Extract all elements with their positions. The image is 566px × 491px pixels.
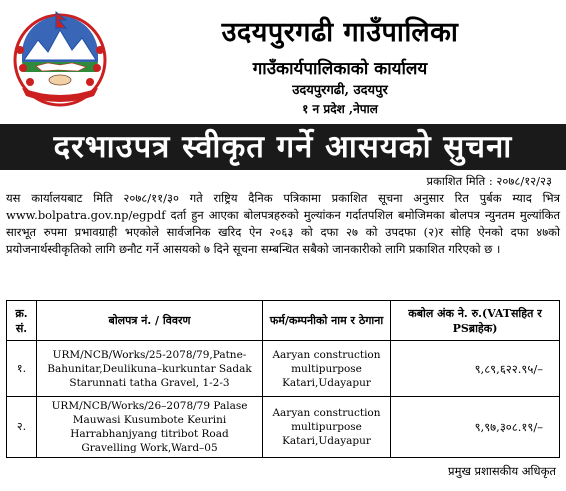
notice-title: दरभाउपत्र स्वीकृत गर्ने आसयको सुचना — [0, 124, 566, 170]
header-description: बोलपत्र नं. / विवरण — [37, 301, 263, 341]
bid-table — [6, 300, 560, 458]
header-amount: कबोल अंक ने. रु.(VATसहित र PSब्राहेक) — [391, 301, 560, 341]
row-sn: १. — [7, 341, 37, 397]
office-subtitle: गाउँकार्यपालिकाको कार्यालय — [252, 59, 428, 79]
row-firm: Aaryan construction multipurpose Katari,Udayapur — [263, 397, 391, 458]
table-row — [7, 397, 560, 458]
notice-body: यस कार्यालयबाट मिति २०७८/११/३० गते राष्ट्रिय दैनिक पत्रिकामा प्रकाशित सूचना अनुसार रित पुर्बक म्याद भित्र www.bolpatra.gov.np/egpdf दर्ता हुन आएका बोलपत्रहरुको मुल्यांकन गर्दातपशिल बमोजिमका बोलपत्र न्युनतम मुल्यांकित सारभूत रुपमा प्रभावग्राही भएकोले सार्वजनिक खरिद ऐन २०६३ को दफा २७ को उपदफा (२)र सोहि ऐनको दफा ४७को प्रयोजनार्थस्वीकृतिको लागि छनौट गर्ने आसयको ७ दिने सूचना सम्बन्धित सबैको जानकारीको लागि प्रकाशित गरिएको छ । — [6, 191, 560, 256]
row-amount: ९,९७,३०८.१९/– — [391, 397, 560, 458]
published-date: प्रकाशित मिति : २०७८/१२/२३ — [426, 174, 552, 188]
office-name: उदयपुरगढी गाउँपालिका — [221, 17, 459, 48]
notice-header — [0, 0, 566, 122]
table-header-row — [7, 301, 560, 341]
row-firm: Aaryan construction multipurpose Katari,Udayapur — [263, 341, 391, 397]
office-address: उदयपुरगढी, उदयपुर — [292, 83, 388, 98]
header-firm: फर्म/कम्पनीको नाम र ठेगाना — [263, 301, 391, 341]
nepal-emblem-icon — [8, 10, 112, 108]
table-row — [7, 341, 560, 397]
row-amount: ९,८९,६२२.९५/– — [391, 341, 560, 397]
office-province: १ न प्रदेश ,नेपाल — [302, 102, 378, 116]
header-sn: क्र. सं. — [7, 301, 37, 341]
row-sn: २. — [7, 397, 37, 458]
row-description: URM/NCB/Works/26–2078/79 Palase Mauwasi Kusumbote Keurini Harrabhanjyang titribot Road Gravelling Work,Ward–05 — [37, 397, 263, 458]
signatory: प्रमुख प्रशासकीय अधिकृत — [448, 464, 556, 478]
row-description: URM/NCB/Works/25-2078/79,Patne-Bahunitar,Deulikuna–kurkuntar Sadak Starunnati tatha Gravel, 1-2-3 — [37, 341, 263, 397]
